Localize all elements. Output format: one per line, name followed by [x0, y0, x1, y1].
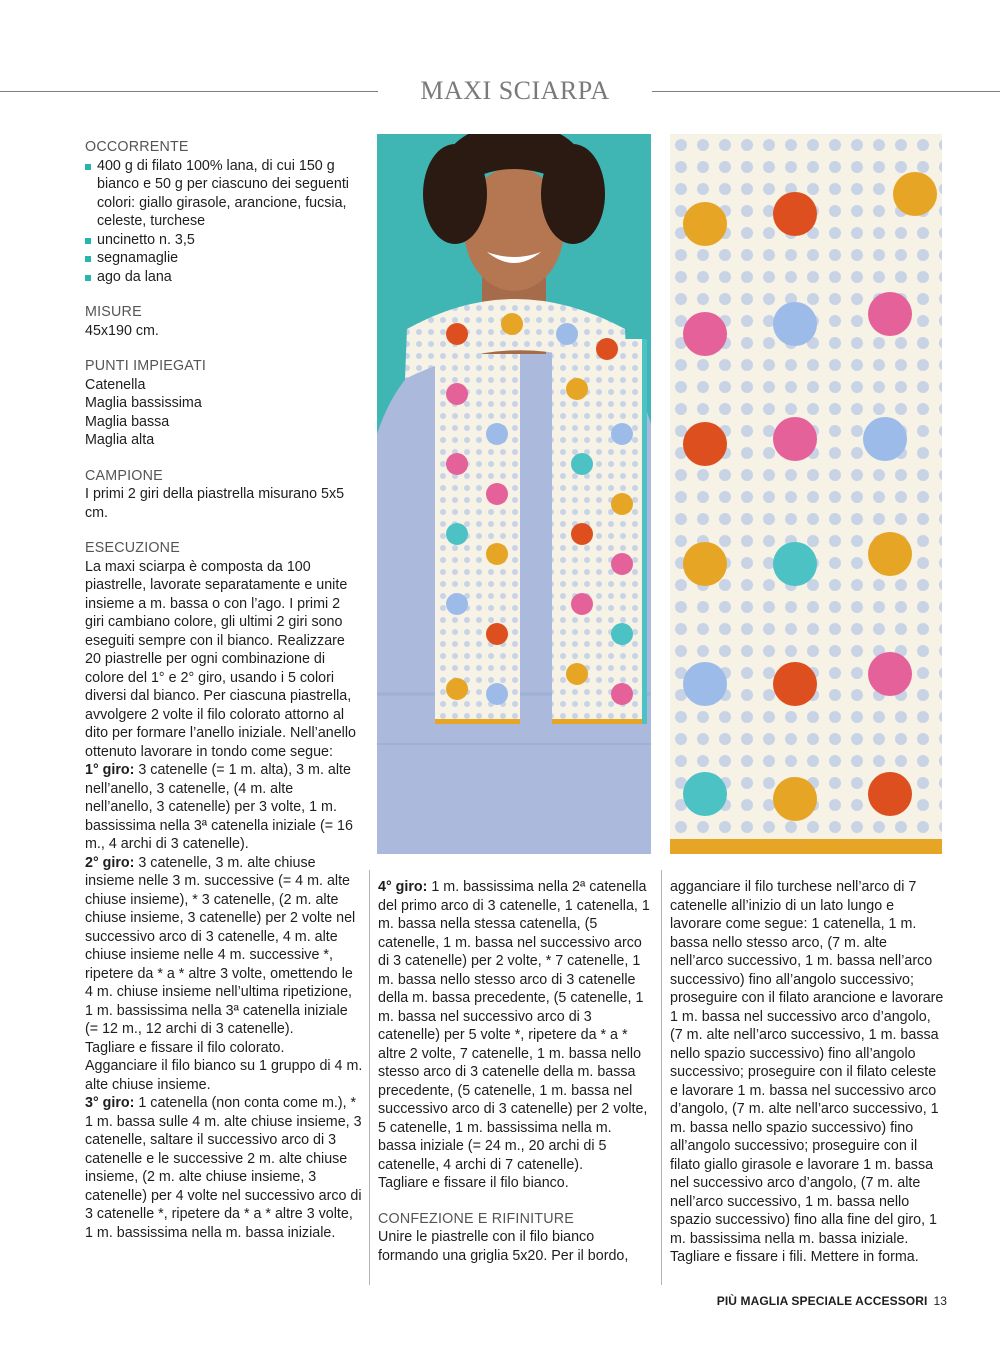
campione-heading: CAMPIONE: [85, 467, 163, 484]
occorrente-item: segnamaglie: [85, 249, 363, 268]
punto-item: Maglia alta: [85, 432, 155, 448]
campione-text: I primi 2 giri della piastrella misurano 5x5 cm.: [85, 486, 345, 521]
page-footer: [690, 1294, 947, 1308]
photo-closeup-svg: [670, 134, 942, 854]
photo-model-svg: [377, 134, 651, 854]
giro-2-paragraph: [85, 854, 363, 1039]
occorrente-item: 400 g di filato 100% lana, di cui 150 g bianco e 50 g per ciascuno dei seguenti colori: giallo girasole, arancione, fucsia, celeste, turchese: [85, 157, 363, 231]
giro-4-label: 4° giro:: [378, 879, 428, 895]
giro-3-text: 1 catenella (non conta come m.), * 1 m. bassa sulle 4 m. alte chiuse insieme, 3 catenelle, saltare il successivo arco di 3 catenelle e le successive 2 m. alte chiuse insieme, (2 m. alte chiuse insieme, 3 catenelle) per 4 volte nel successivo arco di 3 catenelle *, ripetere da * a * altre 3 volte, 1 m. bassissima nella m. bassa iniziale.: [85, 1095, 362, 1241]
giro-4-paragraph: [378, 878, 653, 1174]
misure-heading: MISURE: [85, 304, 142, 320]
giro-1-label: 1° giro:: [85, 762, 135, 778]
giro-2-after-1: Tagliare e fissare il filo colorato.: [85, 1039, 285, 1056]
magazine-name: PIÙ MAGLIA SPECIALE ACCESSORI: [716, 1294, 928, 1308]
punti-heading: PUNTI IMPIEGATI: [85, 358, 207, 374]
occorrente-item: uncinetto n. 3,5: [85, 231, 363, 250]
confezione-heading: CONFEZIONE E RIFINITURE: [378, 1210, 575, 1227]
punto-item: Maglia bassissima: [85, 395, 202, 411]
giro-2-label: 2° giro:: [85, 854, 135, 871]
middle-column: [378, 878, 653, 1265]
giro-4-after: Tagliare e fissare il filo bianco.: [378, 1175, 569, 1191]
giro-3-paragraph: [85, 1094, 363, 1242]
punto-item: Maglia bassa: [85, 413, 170, 430]
page-number: 13: [933, 1294, 947, 1308]
right-column: [670, 878, 944, 1267]
occorrente-heading: OCCORRENTE: [85, 139, 189, 155]
column-divider-1: [369, 870, 370, 1285]
esecuzione-heading: ESECUZIONE: [85, 540, 180, 556]
giro-3-label: 3° giro:: [85, 1095, 135, 1111]
giro-2-after-2: Agganciare il filo bianco su 1 gruppo di 4 m. alte chiuse insieme.: [85, 1058, 363, 1093]
giro-2-text: 3 catenelle, 3 m. alte chiuse insieme nelle 3 m. successive (= 4 m. alte chiuse insieme), * 3 catenelle, (2 m. alte chiuse insieme, 3 catenelle) per 2 volte nel successivo arco di 3 catenelle, 4 m. alte chiuse insieme nelle 4 m. successive *, ripetere da * a * altre 3 volte, omettendo le 4 m. chiuse insieme nell’ultima ripetizione, 1 m. bassissima nella 3ª catenella iniziale (= 12 m., 12 archi di 3 catenelle).: [85, 854, 356, 1037]
punto-item: Catenella: [85, 376, 146, 393]
occorrente-item: ago da lana: [85, 268, 363, 287]
photo-scarf-closeup: [670, 134, 942, 854]
bordo-text: agganciare il filo turchese nell’arco di 7 catenelle all’inizio di un lato lungo e lavorare come segue: 1 catenella, 1 m. bassa nello stesso arco, (7 m. alte nell’arco successivo, 1 m. bassa nell’arco successivo) fino all’angolo successivo; proseguire con il filato arancione e lavorare 1 m. bassa nel successivo arco d’angolo, (7 m. alte nell’arco successivo, 1 m. bassa nello spazio successivo) fino all’angolo successivo; proseguire con il filato celeste e lavorare 1 m. bassa nel successivo arco d’angolo, (7 m. alte nell’arco successivo, 1 m. bassa nello spazio successivo) fino all’angolo successivo; proseguire con il filato giallo girasole e lavorare 1 m. bassa nel successivo arco d’angolo, (7 m. alte nell’arco successivo, 1 m. bassa nello spazio successivo) fino alla fine del giro, 1 m. bassissima nella m. bassa iniziale. Tagliare e fissare i fili. Mettere in forma.: [670, 879, 944, 1265]
giro-1-paragraph: [85, 761, 363, 854]
confezione-text: Unire le piastrelle con il filo bianco formando una griglia 5x20. Per il bordo,: [378, 1229, 629, 1264]
esecuzione-text: La maxi sciarpa è composta da 100 piastrelle, lavorate separatamente e unite insieme a m. bassa o con l’ago. I primi 2 giri cambiano colore, gli ultimi 2 giri sono eseguiti sempre con il bianco. Realizzare 20 piastrelle per ogni combinazione di colore del 1° e 2° giro, usando i 5 colori diversi dal bianco. Per ciascuna piastrella, avvolgere 2 volte il filo colorato attorno al dito per formare l’anello iniziale. Nell’anello ottenuto lavorare in tondo come segue:: [85, 558, 356, 760]
header-rule-right: [652, 91, 1000, 92]
header-rule-left: [0, 91, 378, 92]
giro-4-text: 1 m. bassissima nella 2ª catenella del primo arco di 3 catenelle, 1 catenella, 1 m. bassa nella stessa catenella, (5 catenelle, 1 m. bassa nel successivo arco di 3 catenelle) per 2 volte, * 7 catenelle, 1 m. bassa nello stesso arco di 3 catenelle della m. bassa precedente, (5 catenelle, 1 m. bassa nel successivo arco di 3 catenelle) per 5 volte *, ripetere da * a * altre 2 volte, 7 catenelle, 1 m. bassa nello stesso arco di 3 catenelle della m. bassa precedente, (5 catenelle, 1 m. bassa nel successivo arco di 3 catenelle) per 2 volte, 5 catenelle, 1 m. bassissima nella m. bassa iniziale (= 24 m., 20 archi di 5 catenelle, 4 archi di 7 catenelle).: [378, 879, 650, 1173]
photo-model-scarf: [377, 134, 651, 854]
misure-value: 45x190 cm.: [85, 322, 159, 339]
column-divider-2: [661, 870, 662, 1285]
left-column: [85, 138, 363, 1242]
giro-1-text: 3 catenelle (= 1 m. alta), 3 m. alte nell’anello, 3 catenelle, (4 m. alte nell’anello, 3 catenelle) per 3 volte, 1 m. bassissima nella 3ª catenella iniziale (= 16 m., 4 archi di 3 catenelle).: [85, 762, 353, 852]
page-title: MAXI SCIARPA: [420, 76, 610, 105]
